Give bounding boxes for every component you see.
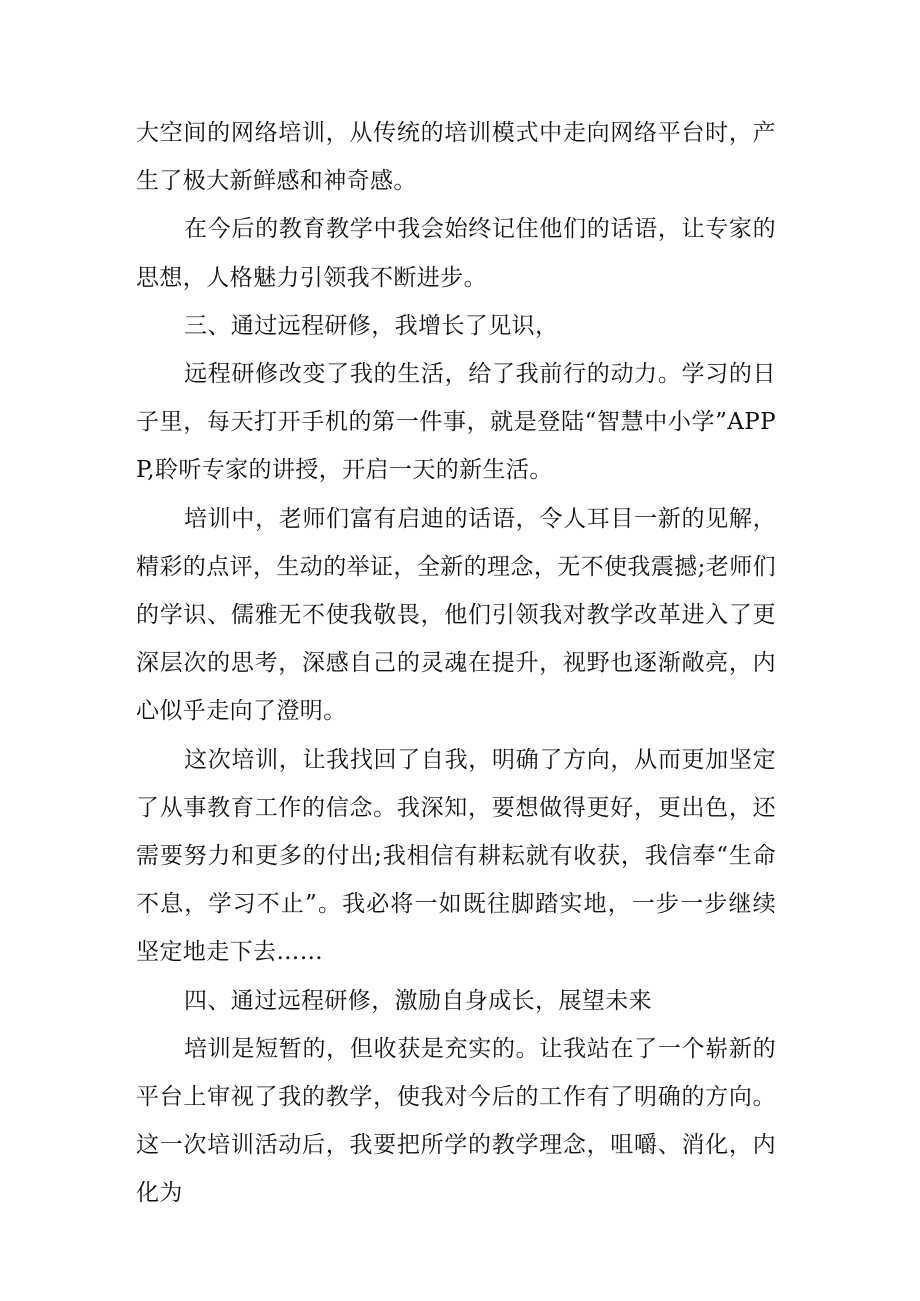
- paragraph-training-impressions: 培训中，老师们富有启迪的话语，令人耳目一新的见解，精彩的点评，生动的举证，全新的理念，无不使我震撼;老师们的学识、儒雅无不使我敬畏，他们引领我对教学改革进入了更深层次的思考，深感自己的灵魂在提升，视野也逐渐敞亮，内心似乎走向了澄明。: [136, 505, 776, 725]
- paragraph-training-summary: 培训是短暂的，但收获是充实的。让我站在了一个崭新的平台上审视了我的教学，使我对今后的工作有了明确的方向。这一次培训活动后，我要把所学的教学理念，咀嚼、消化，内化为: [136, 1035, 776, 1207]
- paragraph-continuation: 大空间的网络培训，从传统的培训模式中走向网络平台时，产生了极大新鲜感和神奇感。: [136, 120, 776, 195]
- document-body: [136, 109, 776, 1218]
- paragraph-remote-study: 远程研修改变了我的生活，给了我前行的动力。学习的日子里，每天打开手机的第一件事，就是登陆“智慧中小学”APPP,聆听专家的讲授，开启一天的新生活。: [136, 361, 776, 484]
- paragraph-expert-guidance: 在今后的教育教学中我会始终记住他们的话语，让专家的思想，人格魅力引领我不断进步。: [136, 216, 776, 291]
- section-heading-3: 三、通过远程研修，我增长了见识，: [184, 312, 559, 339]
- section-heading-4: 四、通过远程研修，激励自身成长，展望未来: [184, 987, 652, 1014]
- paragraph-self-discovery: 这次培训，让我找回了自我，明确了方向，从而更加坚定了从事教育工作的信念。我深知，要想做得更好，更出色，还需要努力和更多的付出;我相信有耕耘就有收获，我信奉“生命不息，学习不止”。我必将一如既往脚踏实地，一步一步继续坚定地走下去……: [136, 746, 776, 966]
